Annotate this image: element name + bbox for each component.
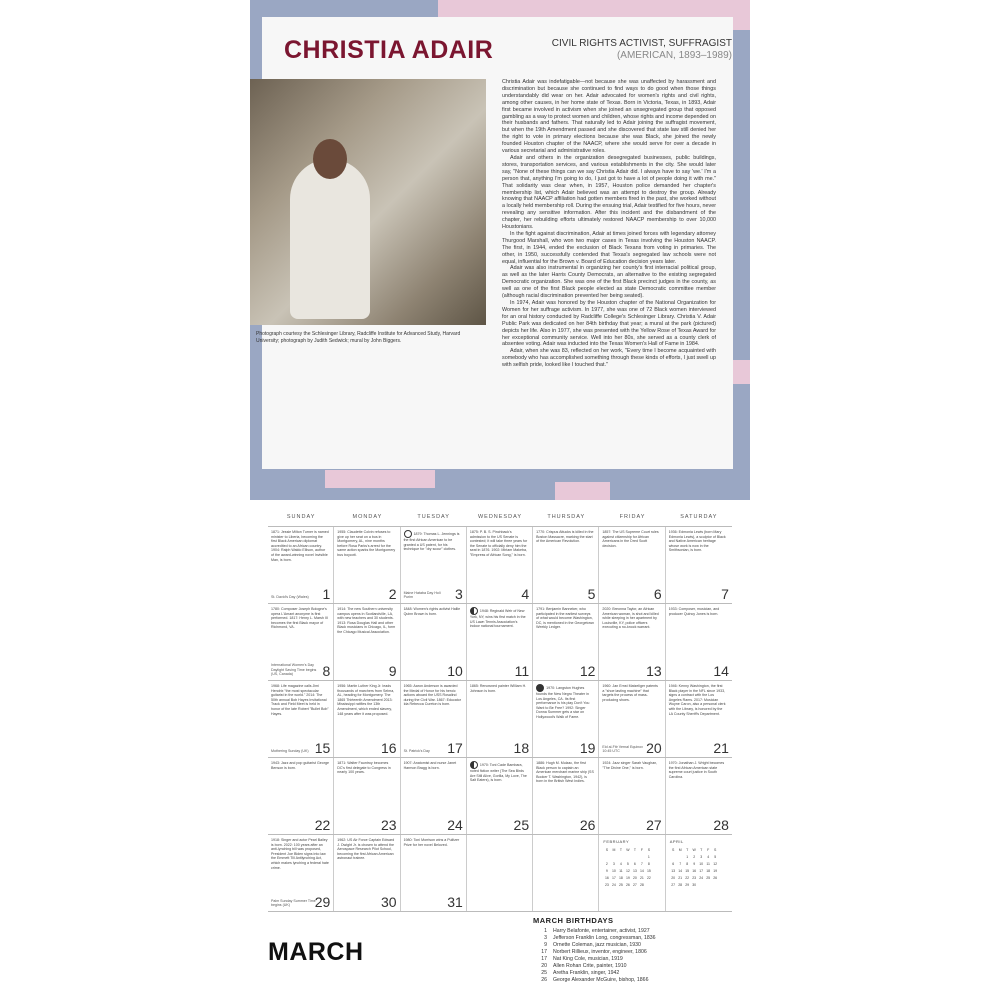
day-number: 27: [646, 817, 662, 833]
day-event: [337, 684, 395, 716]
day-event: [669, 607, 727, 616]
birthday-text: Ornette Coleman, jazz musician, 1930: [553, 942, 641, 948]
birthday-text: Harry Belafonte, entertainer, activist, 1927: [553, 928, 650, 934]
day-event: [271, 607, 329, 630]
birthday-item: [533, 963, 763, 970]
mini-calendar-dow: T: [633, 847, 636, 852]
calendar-day: [467, 527, 533, 603]
mini-calendar-date: 16: [692, 868, 697, 873]
day-number: 14: [713, 663, 729, 679]
mini-calendar-date: 26: [713, 875, 718, 880]
mini-calendar-date: 27: [632, 882, 637, 887]
mini-calendar-date: 10: [699, 861, 704, 866]
mini-calendar-date: [645, 881, 652, 888]
birthday-item: [533, 970, 763, 977]
day-event-text: 1946: Kenny Washington, the first Black player in the NFL since 1933, signs a contract with the Los Angeles Rams. 2017: Musician Wuyne Caron, also a personal clerk with the Library, is honored by the LA County Sheriff's Department.: [668, 684, 726, 716]
calendar-day: [533, 604, 599, 680]
portrait-photo: [250, 79, 486, 325]
day-event-text: 1780: Composer Joseph Bologne's opera L'Amant anonyme is first performed. 1817: Henry L. Marsh III becomes the first Black mayor of Richmond, VA.: [271, 607, 328, 630]
day-holiday: Eid al-Fitr Vernal Equinox 10:45 UTC: [602, 744, 643, 754]
mini-calendar-date: 16: [604, 875, 609, 880]
mini-calendar-date: 1: [686, 854, 689, 859]
calendar-day: [599, 835, 665, 911]
birthday-text: George Alexander McGuire, bishop, 1866: [553, 977, 649, 983]
day-event-text: 1865: Renowned painter William H. Johnson is born.: [469, 684, 527, 693]
calendar-week: [268, 604, 732, 681]
day-number: 19: [579, 740, 596, 756]
bio-paragraph: In 1974, Adair was honored by the Houston chapter of the National Organization for Women for her suffrage activism. In 1977, she was one of 72 Black women interviewed for an oral history conducted by Radcliffe College's Schlesinger Library. Christia V. Adair Public Park was dedicated on her 84th birthday that year; a mural at the park (pictured) depicts her life. Also in 1977, she was presented with the Yellow Rose of Texas Award for her exceptional community service. Well into her 80s, she served as a county clerk of absentee voting. Adair was inducted into the Texas Women's Hall of Fame in 1984.: [502, 300, 716, 348]
day-number: 30: [380, 894, 397, 910]
calendar-day: [533, 835, 599, 911]
mini-calendar-title: APRIL: [669, 839, 684, 844]
mini-calendar-date: 18: [706, 868, 711, 873]
calendar-day: [599, 604, 665, 680]
mini-calendar-date: 21: [678, 875, 683, 880]
mini-calendar-date: 18: [618, 875, 623, 880]
day-number: 6: [653, 586, 662, 602]
mini-calendar-date: 1: [647, 854, 650, 859]
calendar-day: [533, 527, 599, 603]
birthday-text: Nat King Cole, musician, 1919: [553, 956, 623, 962]
mini-calendar-date: 20: [671, 875, 676, 880]
mini-calendar-date: [705, 881, 712, 888]
moon-phase-icon: [470, 761, 478, 769]
birthday-day: 20: [541, 963, 547, 969]
mini-calendar-date: 12: [713, 861, 718, 866]
day-event-text: 1965: Aaron Anderson is awarded the Medal of Honor for his heroic actions aboard the USS Rosalind during the Civil War. 1867: Educator Ida Rebecca Cureton is born.: [403, 684, 461, 707]
calendar-day: [666, 835, 732, 911]
day-holiday: St. David's Day (Wales): [271, 595, 309, 600]
calendar-day: [334, 835, 400, 911]
mini-calendar-dow: M: [612, 847, 616, 852]
photo-figure: [290, 159, 370, 319]
day-event-text: 1848: Women's rights activist Hallie Quinn Brown is born.: [403, 607, 461, 616]
mini-calendar-date: 11: [706, 861, 710, 866]
mini-calendar-date: 12: [625, 868, 630, 873]
calendar-day: [334, 681, 400, 757]
mini-calendar-date: 7: [679, 861, 682, 866]
day-event: [536, 761, 594, 784]
day-number: 15: [314, 740, 331, 756]
day-event-text: 1886: Hugh M. Mulzac, the first Black person to captain an American merchant marine ship (SS Booker T. Washington, 1942), is born in the British West Indies.: [536, 761, 594, 784]
birthday-day: 9: [544, 942, 547, 948]
day-event: [602, 684, 660, 702]
biography-text: [502, 79, 716, 369]
day-number: 3: [455, 586, 463, 602]
calendar-day: [599, 758, 665, 834]
mini-calendar-date: 20: [632, 875, 637, 880]
calendar-day: [334, 604, 400, 680]
day-event-text: 1943: Jazz and pop guitarist George Benson is born.: [271, 761, 329, 770]
mini-calendar: [603, 839, 652, 888]
moon-phase-icon: [536, 684, 544, 692]
birthdays-title: MARCH BIRTHDAYS: [533, 916, 614, 925]
day-event: [337, 530, 395, 558]
day-event: [404, 684, 462, 707]
day-number: 18: [513, 740, 530, 756]
day-event: [669, 761, 727, 779]
mini-calendar-date: 6: [633, 861, 636, 866]
mini-calendar-date: [677, 853, 684, 860]
birthday-day: 17: [541, 956, 547, 962]
mini-calendar: [670, 839, 719, 888]
mini-calendar-date: 13: [632, 868, 637, 873]
day-event-text: 1770: Crispus Attucks is killed in the Boston Massacre, marking the start of the American Revolution.: [536, 530, 594, 544]
day-number: 22: [314, 817, 331, 833]
day-event-text: 1857: The US Supreme Court rules against citizenship for African Americans in the Dred Scott decision.: [602, 530, 659, 548]
day-event: [404, 607, 462, 616]
mini-calendar-date: 22: [646, 875, 651, 880]
mini-calendar-date: [698, 881, 705, 888]
mini-calendar-date: 11: [619, 868, 623, 873]
birthday-item: [533, 949, 763, 956]
day-event-text: 1970: Jonathan J. Wright becomes the first African American state supreme court justice in South Carolina.: [668, 761, 725, 779]
day-event-text: 1924: Jazz singer Sarah Vaughan, "The Divine One," is born.: [602, 761, 658, 770]
decor-block: [555, 482, 610, 500]
day-event-text: 1871: Walter Fauntroy becomes DC's first delegate to Congress in nearly 100 years.: [337, 761, 391, 775]
mini-calendar-date: 8: [686, 861, 689, 866]
day-event: [602, 607, 660, 630]
mini-calendar-date: 7: [640, 861, 643, 866]
mini-calendar-date: 28: [678, 882, 683, 887]
calendar-day: [268, 527, 334, 603]
day-event-text: 1968: Life magazine calls Jimi Hendrix "the most spectacular guitarist in the world." 2014: The 50th annual Bob Hayes Invitational Track and Field Meet is held in honor of the late Robert "Bullet Bob" Hayes.: [271, 684, 329, 716]
month-label: MARCH: [268, 938, 364, 966]
day-event-text: 1955: Claudette Colvin refuses to give up her seat on a bus in Montgomery, AL, nine months before Rosa Parks's arrest for the same action sparks the Montgomery bus boycott.: [337, 530, 396, 557]
mini-calendar-date: [610, 853, 617, 860]
mini-calendar-dow: T: [686, 847, 689, 852]
day-number: 1: [322, 586, 331, 602]
calendar-day: [467, 681, 533, 757]
day-event-text: 1907: Anatomist and nurse Janet Harmon Bragg is born.: [403, 761, 457, 770]
mini-calendar-date: 14: [639, 868, 644, 873]
moon-phase-icon: [470, 607, 478, 615]
day-event-text: 1879: Thomas L. Jennings is the first African American to be granted a US patent, for his technique for "dry scour" clothes.: [403, 531, 460, 552]
day-event: [602, 530, 660, 548]
calendar-day: [467, 604, 533, 680]
calendar-day: [268, 758, 334, 834]
day-holiday: International Women's Day Daylight Saving Time begins (US, Canada): [271, 663, 317, 677]
birthday-text: Aretha Franklin, singer, 1942: [553, 970, 620, 976]
mini-calendar-date: 23: [692, 875, 697, 880]
day-number: 17: [447, 740, 463, 756]
day-of-week-label: FRIDAY: [619, 514, 646, 520]
day-of-week-label: SUNDAY: [286, 514, 316, 520]
mini-calendar-date: 29: [685, 882, 690, 887]
day-number: 28: [713, 817, 729, 833]
day-event: [536, 684, 594, 720]
calendar-day: [268, 604, 334, 680]
mini-calendar-date: [617, 853, 624, 860]
mini-calendar-dow: F: [640, 847, 643, 852]
mini-calendar-date: 3: [612, 861, 615, 866]
calendar-day: [334, 527, 400, 603]
day-event: [669, 684, 727, 716]
calendar-week: [268, 835, 732, 912]
day-event: [470, 761, 528, 783]
bio-paragraph: Adair and others in the organization desegregated businesses, public buildings, stores, transportation services, and various establishments in the city. She would later say, "None of these things can we say Christia Adair did. I always have to say 'we.' I'm a person that, anything I'm going to do, I just got to have a lot of people doing it with me." That solidarity was clear when, in 1957, Houston police demanded her chapter's membership list, which Adair believed was an attempt to destroy the group. Already knowing that NAACP affiliation had gotten members fired in the past, she worked without a locally held membership roll. During the ensuing trial, Adair testified for five hours, never revealing any sensitive information. After this incident and the disbandment of the chapter, her rebuilding efforts ultimately restored NAACP membership to over 10,000 Houstonians.: [502, 154, 716, 231]
bio-paragraph: Christia Adair was indefatigable—not because she was unaffected by harassment and discrimination but because she continued to find ways to do good when those things understandably did wear on her. Adair advocated for women's rights and civil rights, among other causes, in her home state of Texas. Born in Victoria, Texas, in 1893, Adair first became involved in activism when she joined an unsegregated group that opposed gambling as a way to protect women and children, whose rights and income depended on their husbands and fathers. That naturally led to Adair joining the suffragist movement, but when the 19th Amendment passed and she discovered that state law still denied her the right to vote in primary elections because she was Black, she joined the newly founded Houston chapter of the NAACP, where she would serve for over a decade in various secretarial and administrative roles.: [502, 79, 716, 155]
calendar-day: [268, 681, 334, 757]
mini-calendar-title: FEBRUARY: [603, 839, 630, 844]
birthday-item: [533, 928, 763, 935]
mini-calendar-dow: S: [714, 847, 717, 852]
mini-calendar-dow: S: [605, 847, 609, 852]
birthday-item: [533, 956, 763, 963]
day-number: 4: [521, 586, 530, 602]
day-of-week-label: SATURDAY: [680, 514, 718, 520]
day-event: [404, 761, 462, 770]
day-number: 21: [713, 740, 729, 756]
calendar-day: [666, 758, 732, 834]
calendar-day: [467, 758, 533, 834]
day-event: [470, 607, 528, 629]
mini-calendar-date: [670, 853, 677, 860]
birthday-day: 1: [544, 928, 547, 934]
birthday-day: 3: [544, 935, 547, 941]
mini-calendar-dow: F: [707, 847, 710, 852]
mini-calendar-date: 21: [639, 875, 644, 880]
day-event-text: 1933: Composer, musician, and producer Quincy Jones is born.: [668, 607, 720, 616]
mini-calendar-date: 28: [639, 882, 644, 887]
birthday-day: 17: [541, 949, 547, 955]
day-number: 26: [579, 817, 596, 833]
day-number: 9: [388, 663, 397, 679]
photo-head: [313, 139, 347, 179]
day-holiday: Maine Hataba Day Holi Purim: [403, 590, 441, 600]
day-event: [602, 761, 660, 770]
mini-calendar-date: 19: [625, 875, 630, 880]
day-event: [337, 838, 395, 861]
day-event-text: 1970: Toni Cade Bambara, noted fiction writer (The Sea Birds Are Still Alive, Gorilla, My Love, The Salt Eaters), is born.: [469, 762, 527, 783]
day-event: [337, 607, 395, 635]
mini-calendar-date: 17: [611, 875, 616, 880]
day-event: [271, 761, 329, 770]
day-holiday: St. Patrick's Day: [403, 749, 430, 754]
day-event-text: 1970: Langston Hughes founds the New Negro Theater in Los Angeles, CA. Its first performance is his play Don't You Want to Be Free? 1992: Singer Donna Summer gets a star on Hollywood's Walk of Fame.: [536, 685, 590, 719]
mini-calendar-date: 17: [699, 868, 704, 873]
day-event: [337, 761, 395, 775]
day-of-week-label: WEDNESDAY: [477, 514, 522, 520]
mini-calendar-date: 14: [678, 868, 683, 873]
page-title: CHRISTIA ADAIR: [284, 36, 494, 64]
calendar-day: [666, 527, 732, 603]
mini-calendar-date: [712, 881, 719, 888]
bio-paragraph: Adair was also instrumental in organizing her county's first interracial political group, as well as the later Harris County Democrats, an alternative to the existing segregated Democratic organization. She was one of the first Black precinct judges in the county, as well as one of the first Black people elected as state Democratic committee member (although racial discrimination prevented her being seated).: [502, 265, 716, 300]
calendar-day: [533, 758, 599, 834]
page-subtitle: [552, 38, 732, 62]
mini-calendar-date: 15: [646, 868, 651, 873]
birthdays-list: [533, 916, 763, 984]
day-event: [536, 530, 594, 544]
calendar-day: [268, 835, 334, 911]
mini-calendar-date: 24: [699, 875, 704, 880]
day-number: 23: [380, 817, 397, 833]
birthday-text: Jefferson Franklin Long, congressman, 1836: [553, 935, 656, 941]
calendar-week: [268, 681, 732, 758]
day-number: 16: [380, 740, 397, 756]
calendar-day: [401, 835, 467, 911]
day-number: 12: [579, 663, 596, 679]
calendar-week: [268, 758, 732, 835]
mini-calendar-date: 5: [626, 861, 629, 866]
mini-calendar-date: 15: [685, 868, 690, 873]
mini-calendar-date: 4: [619, 861, 622, 866]
mini-calendar-date: [638, 853, 645, 860]
day-event: [404, 530, 462, 552]
mini-calendar-date: 24: [611, 882, 616, 887]
birthday-day: 25: [541, 970, 547, 976]
day-number: 20: [646, 740, 662, 756]
day-number: 2: [388, 586, 397, 602]
mini-calendar-date: 9: [605, 868, 608, 873]
day-event: [271, 530, 329, 562]
day-number: 25: [513, 817, 530, 833]
day-event-text: 1914: The new Southern university campus opens in Scotlandville, LA, with new teachers and 30 students. 1913: Rosa Douglas Hall and other Black musicians in Chicago, IL, form the Chicago Musical Association.: [337, 607, 396, 634]
day-event-text: 1960: Jan Ernst Matzeliger patents a "shoe lasting machine" that targets the process of mass-producing shoes.: [602, 684, 658, 702]
day-event-text: 1936: Edmonia Lewis (born Mary Edmonia Lewis), a sculptor of Black and Native American heritage whose work is now in the Smithsonian, is born.: [668, 530, 726, 553]
calendar-day: [533, 681, 599, 757]
mini-calendar-dow: M: [678, 847, 682, 852]
day-event: [271, 838, 329, 870]
birthday-item: [533, 977, 763, 984]
calendar-day: [401, 758, 467, 834]
mini-calendar-date: 30: [692, 882, 697, 887]
mini-calendar-date: 2: [693, 854, 696, 859]
day-of-week-label: THURSDAY: [547, 514, 586, 520]
mini-calendar-date: 27: [671, 882, 676, 887]
day-event-text: 1791: Benjamin Banneker, who participated in the earliest surveys of what would become Washington, DC, is mentioned in the Georgetown Weekly Ledger.: [536, 607, 595, 630]
day-event-text: 1948: Reginald Weir of New York, NY, wins his first match in the US Lawn Tennis Association's indoor national tournament.: [469, 608, 526, 629]
day-event: [536, 607, 594, 630]
subtitle-dates: (AMERICAN, 1893–1989): [616, 50, 732, 61]
mini-calendar-dow: T: [700, 847, 703, 852]
day-number: 31: [447, 894, 463, 910]
calendar-week: [268, 527, 732, 604]
calendar-header: [268, 514, 732, 524]
mini-calendar-dow: S: [672, 847, 675, 852]
mini-calendar-date: 5: [714, 854, 717, 859]
mini-calendar-date: 8: [647, 861, 650, 866]
mini-calendar-dow: W: [692, 847, 696, 852]
day-event: [470, 530, 528, 558]
calendar-day: [401, 681, 467, 757]
mini-calendar-date: 3: [700, 854, 703, 859]
day-number: 29: [314, 894, 331, 910]
calendar-day: [401, 604, 467, 680]
calendar-day: [666, 604, 732, 680]
day-event-text: 1875: P. B. S. Pinchback's admission to the US Senate is contested; it will take three years for the Senate to officially deny him the seat in 1876. 1902: Miriam Makeba, "Empress of African Song," is born.: [469, 530, 528, 557]
day-holiday: Mothering Sunday (UK): [271, 749, 309, 754]
mini-calendar-date: 4: [707, 854, 710, 859]
moon-phase-icon: [404, 530, 412, 538]
day-number: 5: [587, 586, 596, 602]
day-event-text: 1918: Singer and actor Pearl Bailey is born. 2022: 100 years after an anti-lynching bill was proposed, President Joe Biden signs into law the Emmett Till Antilynching Act, which makes lynching a federal hate crime.: [271, 838, 329, 870]
day-event-text: 1980: Toni Morrison wins a Pulitzer Prize for her novel Beloved.: [403, 838, 460, 847]
day-event: [404, 838, 462, 847]
day-number: 8: [322, 663, 331, 679]
day-number: 13: [646, 663, 662, 679]
bio-paragraph: In the fight against discrimination, Adair at times joined forces with legendary attorney Thurgood Marshall, who won two major cases in Texas involving the Houston NAACP. The first, in 1944, ended the exclusion of Black Texans from voting in primaries. The other, in 1950, successfully contended that Texas's segregated law schools were not equal, influential for the Brown v. Board of Education decision years later.: [502, 230, 716, 265]
birthday-text: Allen Rohan Crite, painter, 1910: [553, 963, 627, 969]
bio-paragraph: Adair, when she was 83, reflected on her work, "Every time I become acquainted with somebody who has accomplished something through these kinds of efforts, I just swell up with selfish pride, looked like I touched that.": [502, 348, 716, 369]
mini-calendar-date: 25: [706, 875, 711, 880]
calendar-day: [467, 835, 533, 911]
subtitle-role: CIVIL RIGHTS ACTIVIST, SUFFRAGIST: [551, 38, 732, 49]
birthday-text: Norbert Rillieux, inventor, engineer, 1806: [553, 949, 647, 955]
mini-calendar-date: [631, 853, 638, 860]
mini-calendar-dow: W: [626, 847, 630, 852]
calendar-day: [401, 527, 467, 603]
mini-calendar-date: 25: [618, 882, 623, 887]
mini-calendar-date: [603, 853, 610, 860]
day-event-text: 1962: US Air Force Captain Edward J. Dwight Jr. is chosen to attend the Aerospace Research Pilot School, becoming the first African American astronaut trainee.: [337, 838, 395, 861]
mini-calendar-dow: T: [619, 847, 622, 852]
day-event-text: 2020: Breonna Taylor, an African American woman, is shot and killed while sleeping in her apartment by Louisville, KY, police officers executing a no-knock warrant.: [602, 607, 659, 630]
mini-calendar-dow: S: [647, 847, 651, 852]
mini-calendar-date: 19: [713, 868, 718, 873]
day-of-week-label: TUESDAY: [417, 514, 450, 520]
day-holiday: Palm Sunday Summer Time begins (UK): [271, 898, 316, 908]
photo-credit: Photograph courtesy the Schlesinger Library, Radcliffe Institute for Advanced Study, Harvard University; photograph by Judith Sedwick; mural by John Biggers.: [256, 331, 461, 344]
calendar-day: [599, 681, 665, 757]
calendar-day: [334, 758, 400, 834]
day-event: [470, 684, 528, 693]
day-event: [271, 684, 329, 716]
day-event-text: 1871: Jessie Milton Turner is named minister to Liberia, becoming the first Black American diplomat accredited to an African country. 1904: Ralph Waldo Ellison, author of the award-winning novel Invisible Man, is born.: [271, 530, 329, 562]
birthday-item: [533, 935, 763, 942]
mini-calendar-date: 10: [611, 868, 616, 873]
day-number: 7: [721, 586, 729, 602]
mini-calendar-date: 9: [693, 861, 696, 866]
birthday-item: [533, 942, 763, 949]
day-event: [669, 530, 727, 553]
calendar-day: [666, 681, 732, 757]
calendar-day: [599, 527, 665, 603]
birthday-day: 26: [541, 977, 547, 983]
mini-calendar-date: 6: [672, 861, 675, 866]
mini-calendar-date: 23: [604, 882, 609, 887]
day-number: 24: [447, 817, 463, 833]
day-number: 11: [514, 663, 530, 679]
day-of-week-label: MONDAY: [352, 514, 383, 520]
mini-calendar-date: 22: [685, 875, 690, 880]
day-number: 10: [447, 663, 463, 679]
mini-calendar-date: 26: [625, 882, 630, 887]
day-event-text: 1956: Martin Luther King Jr. leads thousands of marchers from Selma, AL, heading for Montgomery. The 1865 Thirteenth Amendment 2013: Mississippi ratifies the 13th Amendment, which ended slavery, 148 years after it was proposed.: [337, 684, 395, 716]
mini-calendar-date: 2: [605, 861, 608, 866]
decor-block: [325, 470, 435, 488]
calendar-grid: [268, 526, 732, 912]
mini-calendar-date: [624, 853, 631, 860]
mini-calendar-date: 13: [671, 868, 676, 873]
